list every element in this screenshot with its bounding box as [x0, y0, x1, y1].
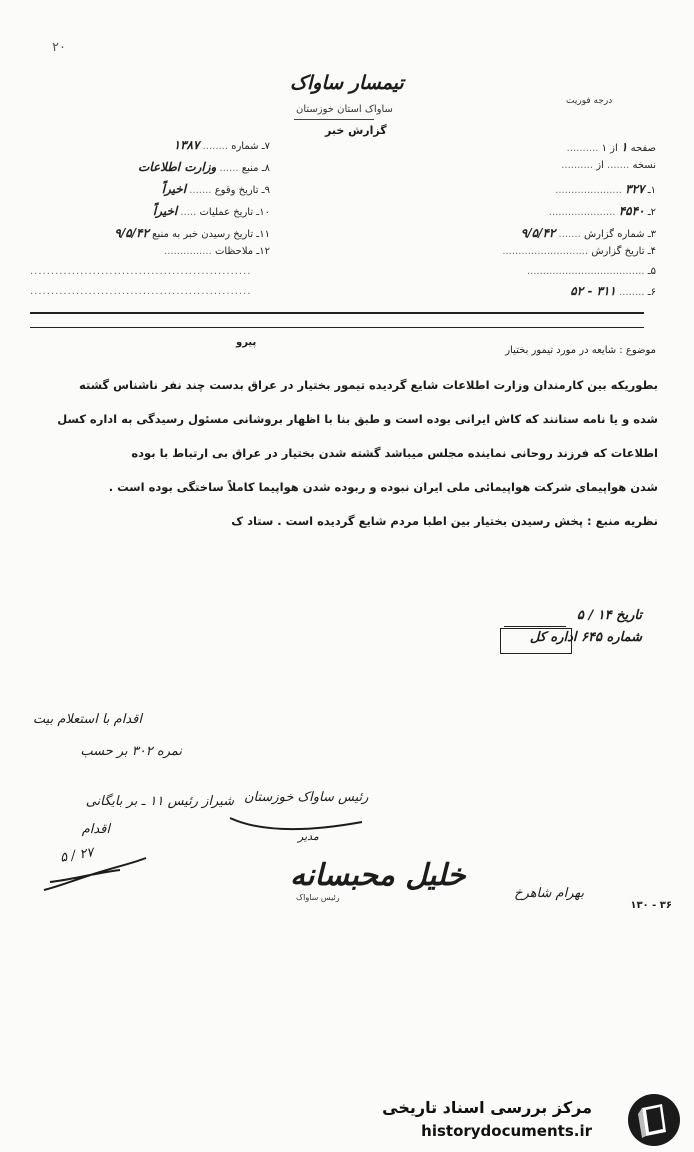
left-field-6: ۱۲ـ ملاحظات ............... [164, 246, 270, 257]
bottom-right-note: بهرام شاهرخ [514, 886, 584, 901]
handwritten-date: ۲۷ / ۵ [58, 845, 95, 866]
priority-label: درجه فوریت [566, 96, 613, 106]
left-field-label: ۸ـ منبع [241, 163, 270, 174]
left-field-3: ۹ـ تاریخ وقوع ....... اخیراً [161, 182, 270, 196]
body-line: بطوریکه بین کارمندان وزارت اطلاعات شایع گردیده تیمور بختیار در عراق بدست چند نفر ناشناس گشته [79, 378, 658, 392]
right-field-extra: از [596, 160, 604, 171]
left-dotted-line: ..................................................... [30, 286, 252, 297]
right-field-label: ۵ـ [647, 266, 656, 277]
header-divider [294, 119, 374, 120]
left-dotted-line: ..................................................... [30, 266, 252, 277]
right-field-label: نسخه [632, 160, 656, 171]
right-field-value: ۳۲۷ [625, 182, 645, 196]
body-line: اطلاعات که فرزند روحانی نماینده مجلس میباشد گشته شدن بختیار در عراق بی ارتباط با بوده [131, 446, 658, 460]
document-header-title: تیمسار ساواک [290, 72, 404, 94]
section-divider [30, 312, 644, 314]
signature-initials: مدیر [298, 830, 319, 843]
stamp-underline [504, 626, 566, 627]
left-field-1: ۷ـ شماره ........ ۱۳۸۷ [173, 138, 270, 152]
body-line: شده و یا نامه ستانند که کاش ایرانی بوده است و طبق بنا با اظهار بروشانی مسئول رسیدگی به اداره کسل [57, 412, 658, 426]
signature-underline [226, 808, 366, 838]
corner-mark: ۲۰ [52, 40, 66, 55]
right-field-value: ۴۵۴۰ [618, 204, 645, 218]
left-field-4: ۱۰ـ تاریخ عملیات ..... اخیراً [152, 204, 270, 218]
right-field-1: ۱ـ ۳۲۷ ..................... [555, 182, 656, 196]
book-logo-icon [626, 1092, 682, 1148]
subject-mark: پیرو [236, 337, 257, 348]
body-line: نظریه منبع : پخش رسیدن بختیار بین اطبا مردم شایع گردیده است . ستاد ک [231, 514, 658, 528]
right-field-label: ۲ـ [647, 207, 656, 218]
handwritten-note: نمره ۳۰۲ بر حسب [80, 744, 182, 759]
watermark-org-name: مرکز بررسی اسناد تاریخی [382, 1098, 592, 1117]
handwritten-note: اقدام [81, 822, 110, 837]
subject-label: موضوع : شایعه در مورد تیمور بختیار [505, 345, 656, 356]
stamp-number: شماره ۶۴۵ اداره کل [529, 630, 642, 645]
left-field-label: ۱۱ـ تاریخ رسیدن خبر به منبع [152, 229, 270, 240]
handwritten-note: اقدام با استعلام بیت [32, 712, 142, 727]
body-line: شدن هواپیمای شرکت هواپیمائی ملی ایران نبوده و ربوده شدن هواپیما کاملاً ساختگی بوده است . [108, 480, 658, 494]
document-header-subtitle: ساواک استان خوزستان [296, 104, 393, 115]
left-field-5 [20, 226, 270, 240]
right-field-6: ۶ـ ........ ۳۱۱ - ۵۲ [570, 284, 656, 298]
initials-scribble [40, 852, 150, 898]
right-field-value: ۳۱۱ - ۵۲ [570, 284, 616, 298]
right-field-copy: نسخه ....... از .......... [561, 160, 656, 171]
right-field-label: ۴ـ تاریخ گزارش [591, 246, 656, 257]
right-field-value: ۱ [620, 140, 628, 154]
right-field-5: ۵ـ ..................................... [526, 266, 656, 277]
right-field-label: صفحه [630, 143, 656, 154]
right-field-label: ۳ـ شماره گزارش [583, 229, 656, 240]
left-field-value: ۹/۵/۴۲ [114, 226, 149, 240]
left-field-label: ۹ـ تاریخ وقوع [214, 185, 270, 196]
right-field-2: ۲ـ ۴۵۴۰ ..................... [548, 204, 656, 218]
section-divider [30, 327, 644, 328]
left-field-label: ۱۰ـ تاریخ عملیات [199, 207, 270, 218]
handwritten-note: شیراز رئیس ۱۱ ـ بر بایگانی [85, 794, 234, 809]
left-field-label: ۱۲ـ ملاحظات [214, 246, 270, 257]
right-field-label: ۱ـ [647, 185, 656, 196]
watermark-url[interactable]: historydocuments.ir [421, 1122, 592, 1140]
left-field-label: ۷ـ شماره [231, 141, 270, 152]
right-field-4: ۴ـ تاریخ گزارش ........................... [502, 246, 656, 257]
left-field-value: اخیراً [152, 204, 178, 218]
left-field-value: ۱۳۸۷ [173, 138, 200, 152]
left-field-value: وزارت اطلاعات [137, 160, 217, 174]
right-field-page: صفحه ۱ از ۱ .......... [566, 140, 656, 154]
left-field-2: ۸ـ منبع ...... وزارت اطلاعات [137, 160, 270, 174]
left-field-value: اخیراً [161, 182, 187, 196]
signature-title: رئیس ساواک خوزستان [244, 790, 369, 805]
right-field-extra: از ۱ [601, 143, 618, 154]
report-title: گزارش خبر [325, 124, 387, 137]
right-field-label: ۶ـ [647, 287, 656, 298]
stamp-date: تاریخ ۱۴ / ۵ [576, 608, 642, 623]
registration-stamp [498, 606, 646, 652]
signature-sub: رئیس ساواک [296, 893, 340, 902]
signature-name: خلیل محبسانه [290, 858, 466, 893]
right-field-3: ۳ـ شماره گزارش ....... ۹/۵/۴۲ [520, 226, 656, 240]
bottom-number: ۳۶ - ۱۳۰ [630, 900, 672, 911]
right-field-value: ۹/۵/۴۲ [520, 226, 556, 240]
